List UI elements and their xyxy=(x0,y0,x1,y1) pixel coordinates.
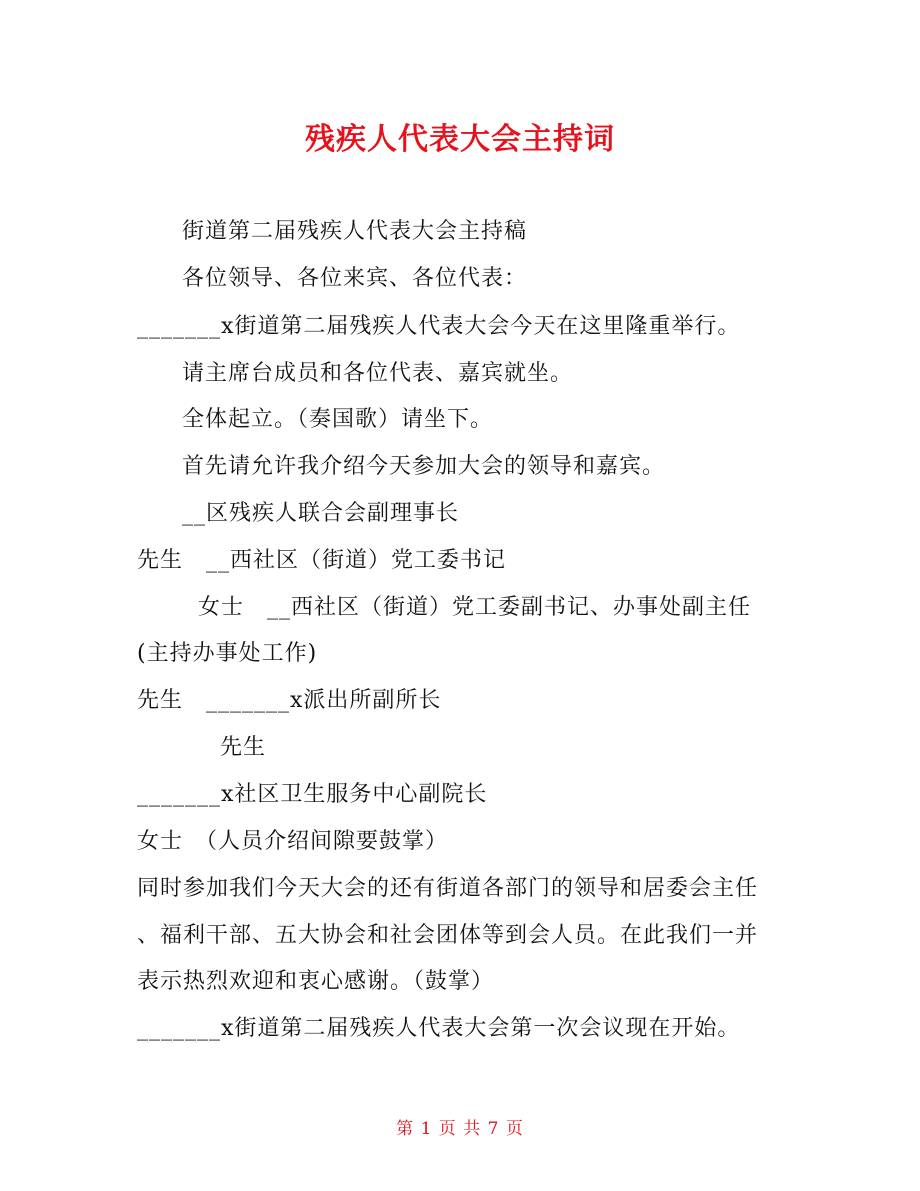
text-line: (主持办事处工作) xyxy=(137,641,318,666)
text-line: 先生 __西社区（街道）党工委书记 xyxy=(137,548,507,573)
text-line: 同时参加我们今天大会的还有街道各部门的领导和居委会主任 xyxy=(137,876,759,901)
text-line: 女士 （人员介绍间隙要鼓掌） xyxy=(137,829,449,854)
text-line: 街道第二届残疾人代表大会主持稿 xyxy=(182,219,528,244)
text-line: __区残疾人联合会副理事长 xyxy=(182,501,460,526)
document-title: 残疾人代表大会主持词 xyxy=(305,122,615,157)
text-line: _______x社区卫生服务中心副院长 xyxy=(137,782,488,807)
page-footer: 第 1 页 共 7 页 xyxy=(396,1119,524,1139)
text-line: 先生 _______x派出所副所长 xyxy=(137,688,442,713)
text-line: 先生 xyxy=(220,735,267,760)
text-line: 全体起立。（奏国歌）请坐下。 xyxy=(182,407,494,432)
text-line: _______x街道第二届残疾人代表大会今天在这里隆重举行。 xyxy=(137,314,741,339)
text-line: 各位领导、各位来宾、各位代表： xyxy=(182,266,528,291)
text-line: 首先请允许我介绍今天参加大会的领导和嘉宾。 xyxy=(182,454,666,479)
text-line: 请主席台成员和各位代表、嘉宾就坐。 xyxy=(182,361,574,386)
text-line: 表示热烈欢迎和衷心感谢。（鼓掌） xyxy=(137,969,495,994)
text-line: 女士 __西社区（街道）党工委副书记、办事处副主任 xyxy=(198,595,752,620)
text-line: 、福利干部、五大协会和社会团体等到会人员。在此我们一并 xyxy=(137,923,759,948)
text-line: _______x街道第二届残疾人代表大会第一次会议现在开始。 xyxy=(137,1016,741,1041)
